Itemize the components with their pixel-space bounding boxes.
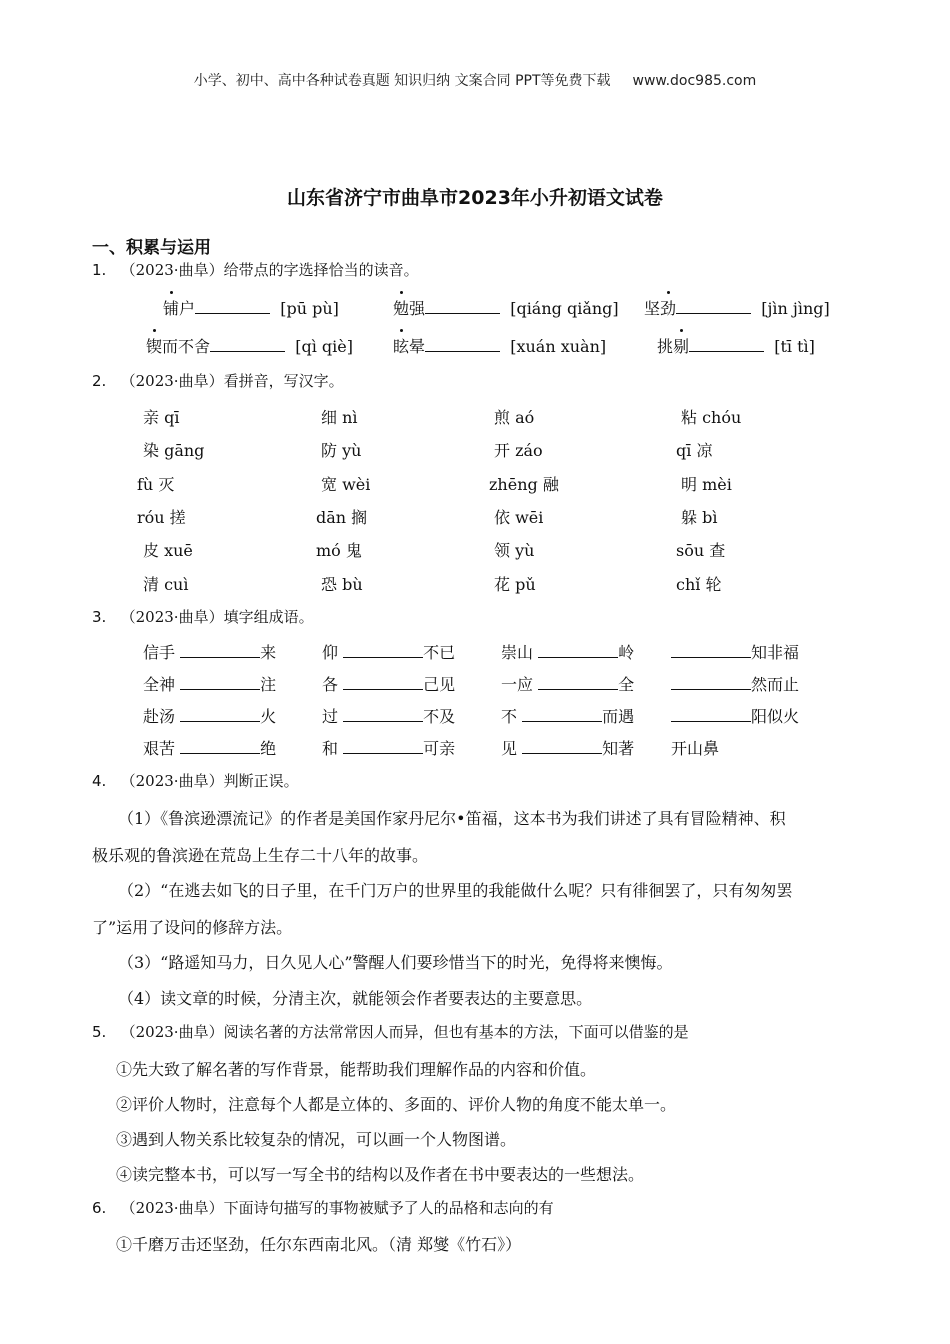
idiom-prefix: 和 — [322, 739, 339, 758]
answer-blank[interactable] — [343, 656, 423, 658]
pinyin-item: mó 鬼 — [316, 541, 362, 560]
answer-blank[interactable] — [522, 720, 602, 722]
word-rest: 晕 — [409, 337, 426, 356]
idiom-item — [143, 672, 276, 695]
q1-item — [146, 334, 353, 357]
question-3 — [92, 606, 314, 627]
answer-blank[interactable] — [522, 752, 602, 754]
idiom-item — [671, 704, 799, 727]
question-number: 2. — [92, 372, 107, 390]
pinyin-item: 细 nì — [321, 408, 358, 427]
idiom-suffix: 己见 — [423, 675, 456, 694]
idiom-item — [671, 672, 799, 695]
idiom-prefix: 崇山 — [501, 643, 534, 662]
pinyin-options: [pū pù] — [280, 299, 339, 318]
q1-item — [657, 334, 815, 357]
answer-blank[interactable] — [343, 752, 423, 754]
question-2 — [92, 370, 344, 391]
answer-blank[interactable] — [180, 752, 260, 754]
idiom-item — [322, 640, 455, 663]
pinyin-item: 清 cuì — [143, 575, 189, 594]
pinyin-options: [tī tì] — [774, 337, 815, 356]
idiom-item — [671, 736, 719, 759]
pinyin-item: róu 搓 — [137, 508, 186, 527]
option: ①先大致了解名著的写作背景，能帮助我们理解作品的内容和价值。 — [116, 1060, 597, 1079]
idiom-prefix: 全神 — [143, 675, 176, 694]
idiom-suffix: 火 — [260, 707, 277, 726]
pinyin-item: 开 záo — [494, 441, 543, 460]
idiom-item — [671, 640, 799, 663]
pinyin-item: 防 yù — [321, 441, 362, 460]
idiom-suffix: 不已 — [423, 643, 456, 662]
statement-2: （2）“在逃去如飞的日子里，在千门万户的世界里的我能做什么呢？只有徘徊罢了，只有匆匆罢 — [118, 881, 793, 900]
dotted-char: 铺 — [163, 296, 179, 319]
answer-blank[interactable] — [425, 312, 500, 314]
answer-blank[interactable] — [689, 350, 764, 352]
pinyin-item: 依 wēi — [494, 508, 544, 527]
question-stem: （2023·曲阜）阅读名著的方法常常因人而异，但也有基本的方法，下面可以借鉴的是 — [120, 1023, 689, 1041]
question-number: 5. — [92, 1023, 107, 1041]
section-heading: 一、积累与运用 — [92, 238, 211, 258]
pinyin-item: 明 mèi — [681, 475, 732, 494]
answer-blank[interactable] — [425, 350, 500, 352]
pinyin-item: dān 搁 — [316, 508, 368, 527]
pinyin-item: 躲 bì — [681, 508, 718, 527]
question-6 — [92, 1197, 554, 1218]
statement-2-cont: 了”运用了设问的修辞方法。 — [92, 918, 293, 937]
idiom-suffix: 来 — [260, 643, 277, 662]
answer-blank[interactable] — [180, 688, 260, 690]
pinyin-options: [xuán xuàn] — [510, 337, 607, 356]
idiom-prefix: 赴汤 — [143, 707, 176, 726]
idiom-item — [501, 704, 634, 727]
idiom-prefix: 见 — [501, 739, 518, 758]
idiom-suffix: 然而止 — [751, 675, 800, 694]
word-rest: 强 — [409, 299, 426, 318]
page-header — [0, 70, 950, 90]
pinyin-item: 染 gāng — [143, 441, 205, 460]
dotted-char: 眩 — [393, 334, 409, 357]
idiom-prefix: 开山鼻 — [671, 739, 720, 758]
dotted-char: 剔 — [673, 334, 689, 357]
question-stem: （2023·曲阜）填字组成语。 — [120, 608, 314, 626]
idiom-item — [501, 640, 634, 663]
option: ③遇到人物关系比较复杂的情况，可以画一个人物图谱。 — [116, 1130, 517, 1149]
idiom-prefix: 不 — [501, 707, 518, 726]
pinyin-options: [qì qiè] — [295, 337, 353, 356]
statement-3: （3）“路遥知马力，日久见人心”警醒人们要珍惜当下的时光，免得将来懊悔。 — [118, 953, 673, 972]
dotted-char: 勉 — [393, 296, 409, 319]
q1-item — [393, 296, 619, 319]
answer-blank[interactable] — [343, 720, 423, 722]
idiom-item — [322, 704, 455, 727]
pinyin-item: chǐ 轮 — [676, 575, 722, 594]
question-number: 1. — [92, 261, 107, 279]
pinyin-options: [qiáng qiǎng] — [510, 299, 619, 318]
dotted-char: 锲 — [146, 334, 162, 357]
idiom-suffix: 阳似火 — [751, 707, 800, 726]
statement-4: （4）读文章的时候，分清主次，就能领会作者要表达的主要意思。 — [118, 989, 593, 1008]
header-text: 小学、初中、高中各种试卷真题 知识归纳 文案合同 PPT等免费下载 — [193, 73, 611, 89]
question-5 — [92, 1021, 689, 1042]
pinyin-item: qī 凉 — [676, 441, 713, 460]
idiom-suffix: 不及 — [423, 707, 456, 726]
word-pre: 挑 — [657, 337, 674, 356]
idiom-prefix: 各 — [322, 675, 339, 694]
pinyin-item: 领 yù — [494, 541, 535, 560]
question-4 — [92, 770, 299, 791]
option: ④读完整本书，可以写一写全书的结构以及作者在书中要表达的一些想法。 — [116, 1165, 645, 1184]
question-number: 4. — [92, 772, 107, 790]
idiom-suffix: 知非福 — [751, 643, 800, 662]
answer-blank[interactable] — [195, 312, 270, 314]
option: ①千磨万击还坚劲，任尔东西南北风。（清 郑燮《竹石》） — [116, 1235, 522, 1254]
answer-blank[interactable] — [671, 720, 751, 722]
answer-blank[interactable] — [538, 656, 618, 658]
idiom-item — [143, 704, 276, 727]
question-stem: （2023·曲阜）下面诗句描写的事物被赋予了人的品格和志向的有 — [120, 1199, 554, 1217]
pinyin-item: 恐 bù — [321, 575, 363, 594]
answer-blank[interactable] — [343, 688, 423, 690]
idiom-suffix: 知著 — [602, 739, 635, 758]
pinyin-options: [jìn jìng] — [761, 299, 830, 318]
question-stem: （2023·曲阜）看拼音，写汉字。 — [120, 372, 344, 390]
idiom-item — [501, 736, 634, 759]
q1-item — [393, 334, 606, 357]
question-stem: （2023·曲阜）给带点的字选择恰当的读音。 — [120, 261, 419, 279]
idiom-suffix: 可亲 — [423, 739, 456, 758]
word-pre: 坚 — [644, 299, 661, 318]
pinyin-item: 煎 aó — [494, 408, 535, 427]
idiom-item — [322, 672, 455, 695]
answer-blank[interactable] — [180, 720, 260, 722]
question-1 — [92, 259, 419, 280]
answer-blank[interactable] — [180, 656, 260, 658]
statement-1-cont: 极乐观的鲁滨逊在荒岛上生存二十八年的故事。 — [92, 846, 429, 865]
idiom-suffix: 岭 — [618, 643, 635, 662]
pinyin-item: 皮 xuē — [143, 541, 193, 560]
idiom-suffix: 注 — [260, 675, 277, 694]
question-number: 6. — [92, 1199, 107, 1217]
idiom-item — [143, 640, 276, 663]
question-number: 3. — [92, 608, 107, 626]
idiom-prefix: 一应 — [501, 675, 534, 694]
idiom-prefix: 艰苦 — [143, 739, 176, 758]
idiom-suffix: 绝 — [260, 739, 277, 758]
header-site-link[interactable]: www.doc985.com — [632, 73, 757, 89]
idiom-suffix: 全 — [618, 675, 635, 694]
q1-item — [163, 296, 339, 319]
pinyin-item: fù 灭 — [137, 475, 175, 494]
idiom-prefix: 仰 — [322, 643, 339, 662]
pinyin-item: 亲 qī — [143, 408, 180, 427]
pinyin-item: 花 pǔ — [494, 575, 536, 594]
statement-1: （1）《鲁滨逊漂流记》的作者是美国作家丹尼尔•笛福，这本书为我们讲述了具有冒险精神、积 — [118, 809, 786, 828]
answer-blank[interactable] — [671, 688, 751, 690]
pinyin-item: sōu 查 — [676, 541, 726, 560]
answer-blank[interactable] — [671, 656, 751, 658]
option: ②评价人物时，注意每个人都是立体的、多面的、评价人物的角度不能太单一。 — [116, 1095, 677, 1114]
page-title: 山东省济宁市曲阜市2023年小升初语文试卷 — [287, 187, 663, 209]
answer-blank[interactable] — [676, 312, 751, 314]
idiom-item — [322, 736, 455, 759]
q1-item — [644, 296, 830, 319]
pinyin-item: 粘 chóu — [681, 408, 742, 427]
pinyin-item: zhēng 融 — [489, 475, 559, 494]
idiom-suffix: 而遇 — [602, 707, 635, 726]
idiom-item — [501, 672, 634, 695]
pinyin-item: 宽 wèi — [321, 475, 371, 494]
answer-blank[interactable] — [538, 688, 618, 690]
idiom-prefix: 信手 — [143, 643, 176, 662]
word-rest: 而不舍 — [162, 337, 211, 356]
idiom-item — [143, 736, 276, 759]
word-rest: 户 — [179, 299, 196, 318]
answer-blank[interactable] — [210, 350, 285, 352]
idiom-prefix: 过 — [322, 707, 339, 726]
question-stem: （2023·曲阜）判断正误。 — [120, 772, 299, 790]
dotted-char: 劲 — [660, 296, 676, 319]
